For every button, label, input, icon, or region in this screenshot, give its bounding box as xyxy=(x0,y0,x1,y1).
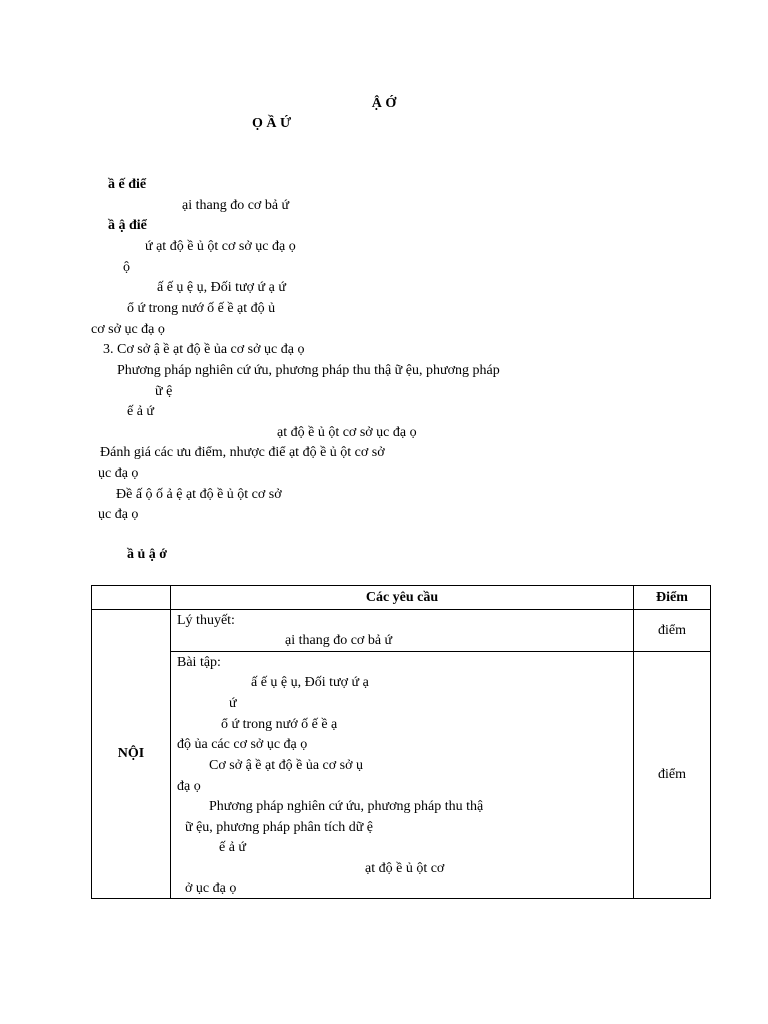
body-line: Đánh giá các ưu điểm, nhược điể ạt độ ề ủ ột cơ sở xyxy=(100,445,385,460)
exercise-line: ạt độ ề ủ ột cơ xyxy=(365,861,445,877)
exercise-line: độ ủa các cơ sở ục đạ ọ xyxy=(177,737,308,753)
theory-line: ại thang đo cơ bả ứ xyxy=(285,633,393,649)
body-line: Phương pháp nghiên cứ ứu, phương pháp thu thậ ữ ệu, phương pháp xyxy=(117,363,500,378)
exercise-cell xyxy=(171,652,634,899)
table-row-theory xyxy=(92,610,711,652)
body-line: cơ sở ục đạ ọ xyxy=(91,322,165,337)
table-header-row xyxy=(92,586,711,610)
title-line-2: Ọ Ầ Ứ xyxy=(252,116,292,131)
theory-cell xyxy=(171,610,634,652)
body-line: ứ ạt độ ề ủ ột cơ sở ục đạ ọ xyxy=(145,239,296,254)
body-line: ữ ệ xyxy=(155,384,173,399)
theory-score-cell xyxy=(634,610,711,652)
body-line: 3. Cơ sở ậ ề ạt độ ề ủa cơ sở ục đạ ọ xyxy=(103,342,305,357)
title-line-1: Ậ Ớ xyxy=(371,96,397,111)
exercise-score-cell xyxy=(634,652,711,899)
exercise-line: ứ xyxy=(229,696,237,712)
body-line: ại thang đo cơ bả ứ xyxy=(182,198,290,213)
body-line: ộ xyxy=(123,260,130,275)
exercise-line: ế ả ứ xyxy=(219,840,247,856)
exercise-line: đạ ọ xyxy=(177,779,201,795)
body-line: ục đạ ọ xyxy=(98,466,139,481)
table-header-requirements: Các yêu cầu xyxy=(171,586,634,610)
theory-score: điểm xyxy=(658,622,686,638)
body-line: ế ả ứ xyxy=(127,404,155,419)
table-header-empty xyxy=(92,586,171,610)
row-label: NỘI xyxy=(117,746,145,762)
row-label-cell xyxy=(92,610,171,899)
body-line: ấ ế ụ ệ ụ, Đối tượ ứ ạ ứ xyxy=(157,280,286,295)
exercise-line: Cơ sở ậ ề ạt độ ề ủa cơ sở ụ xyxy=(209,758,364,774)
theory-label: Lý thuyết: xyxy=(177,613,235,629)
table-row-exercise xyxy=(92,652,711,899)
exercise-line: ữ ệu, phương pháp phân tích dữ ệ xyxy=(185,820,374,836)
section-heading-score: ầ ế điể xyxy=(108,177,147,192)
exercise-score: điểm xyxy=(658,767,686,783)
exercise-line: Phương pháp nghiên cứ ứu, phương pháp thu thậ xyxy=(209,799,484,815)
section-heading-report: ầ ủ ậ ớ xyxy=(127,547,168,562)
section-heading-assignment: ầ ậ điể xyxy=(108,218,147,233)
exercise-label: Bài tập: xyxy=(177,655,221,671)
exercise-line: ấ ế ụ ệ ụ, Đối tượ ứ ạ xyxy=(251,675,369,691)
requirements-table xyxy=(91,585,711,899)
body-line: Đề ấ ộ ố ả ệ ạt độ ề ủ ột cơ sở xyxy=(116,487,282,502)
exercise-line: ổ ứ trong nướ ố ế ề ạ xyxy=(221,717,338,733)
body-line: ổ ứ trong nướ ố ế ề ạt độ ủ xyxy=(127,301,276,316)
exercise-line: ở ục đạ ọ xyxy=(185,881,237,897)
body-line: ục đạ ọ xyxy=(98,507,139,522)
table-header-score: Điểm xyxy=(634,586,711,610)
body-line: ạt độ ề ủ ột cơ sở ục đạ ọ xyxy=(277,425,417,440)
